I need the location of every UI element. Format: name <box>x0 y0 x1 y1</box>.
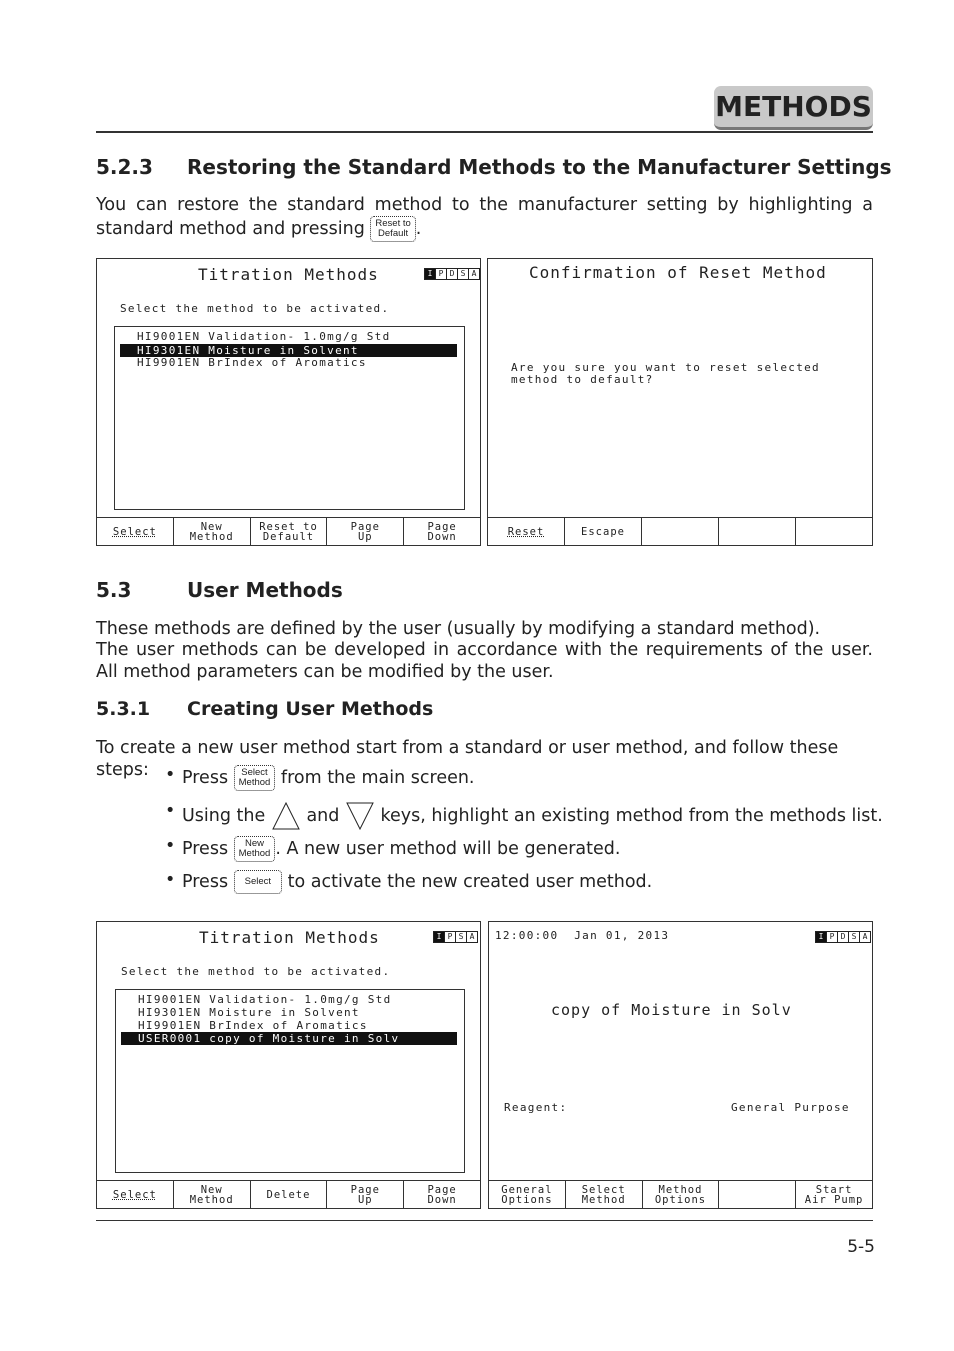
list-item[interactable]: HI9301EN Moisture in Solvent <box>138 1006 360 1019</box>
fkey-select[interactable]: Select <box>97 518 174 545</box>
confirm-message: method to default? <box>511 373 654 386</box>
fkey-page-up[interactable]: Page Up <box>327 1181 404 1208</box>
fkey-start-air-pump[interactable]: Start Air Pump <box>804 1183 864 1206</box>
list-item[interactable]: HI9901EN BrIndex of Aromatics <box>137 356 367 369</box>
list-item[interactable]: HI9001EN Validation- 1.0mg/g Std <box>138 993 392 1006</box>
screen-title: Titration Methods <box>199 928 380 947</box>
fkey-empty[interactable] <box>642 518 719 545</box>
footer-rule <box>96 1220 873 1221</box>
fkey-delete[interactable]: Delete <box>251 1181 328 1208</box>
fkey-new-method[interactable]: New Method <box>174 1181 251 1208</box>
function-key-bar <box>488 517 872 545</box>
fkey-page-down[interactable]: Page Down <box>427 1183 457 1206</box>
fkey-empty[interactable] <box>719 1181 796 1208</box>
list-item[interactable]: HI9001EN Validation- 1.0mg/g Std <box>137 330 391 343</box>
paragraph-restore: You can restore the standard method to the manufacturer setting by highlighting a standard method and pressing Reset to Default . <box>96 194 873 242</box>
fkey-escape[interactable]: Escape <box>565 518 642 545</box>
list-item[interactable]: HI9901EN BrIndex of Aromatics <box>138 1019 368 1032</box>
lcd-confirmation <box>487 258 873 546</box>
up-arrow-key-icon <box>271 801 301 831</box>
confirm-message: Are you sure you want to reset selected <box>511 361 820 374</box>
list-item-selected[interactable]: HI9301EN Moisture in Solvent <box>120 344 457 357</box>
status-badge: I P S A <box>434 931 478 943</box>
reagent-value: General Purpose <box>731 1101 850 1114</box>
fkey-select-method[interactable]: Select Method <box>566 1181 643 1208</box>
heading-5-3-1: 5.3.1 Creating User Methods <box>96 698 434 720</box>
fkey-empty[interactable] <box>796 518 872 545</box>
heading-5-3: 5.3 User Methods <box>96 578 343 602</box>
datetime: 12:00:00 Jan 01, 2013 <box>495 929 670 942</box>
fkey-reset[interactable]: Reset <box>488 518 565 545</box>
section-tab: METHODS <box>714 86 873 130</box>
paragraph-user-methods-1: These methods are defined by the user (usually by modifying a standard method). <box>96 619 821 639</box>
paragraph-create-intro: To create a new user method start from a standard or user method, and follow these steps: <box>96 738 839 780</box>
function-key-bar <box>489 1180 872 1208</box>
lcd-titration-methods-1 <box>96 258 481 546</box>
select-key: Select <box>234 870 282 894</box>
function-key-bar <box>97 517 480 545</box>
lcd-main-screen <box>488 921 873 1209</box>
list-item: • Press New Method . A new user method will be generated. <box>165 836 603 862</box>
reset-to-default-key: Reset to Default <box>370 216 415 242</box>
new-method-key: New Method <box>234 836 276 862</box>
page-number: 5-5 <box>847 1237 875 1257</box>
fkey-select[interactable]: Select <box>97 1181 174 1208</box>
function-key-bar <box>97 1180 480 1208</box>
method-list[interactable] <box>115 989 465 1173</box>
paragraph-user-methods-2: The user methods can be developed in accordance with the requirements of the user. All method parameters can be modified by the user. <box>96 640 873 682</box>
fkey-page-down[interactable]: Page Down <box>427 520 457 543</box>
list-item-selected[interactable]: USER0001 copy of Moisture in Solv <box>121 1032 457 1045</box>
method-list[interactable] <box>114 326 465 510</box>
fkey-general-options[interactable]: General Options <box>489 1181 566 1208</box>
status-badge: I P D S A <box>425 268 480 280</box>
fkey-page-up[interactable]: Page Up <box>327 518 404 545</box>
screen-prompt: Select the method to be activated. <box>120 302 390 315</box>
fkey-reset-to-default[interactable]: Reset to Default <box>251 518 328 545</box>
list-item: • Press Select Method from the main screen. <box>165 765 458 791</box>
status-badge: I P D S A <box>816 931 871 943</box>
method-name: copy of Moisture in Solv <box>551 1001 792 1019</box>
fkey-new-method[interactable]: New Method <box>174 518 251 545</box>
reagent-label: Reagent: <box>504 1101 568 1114</box>
fkey-empty[interactable] <box>719 518 796 545</box>
header-rule <box>96 131 873 133</box>
screen-prompt: Select the method to be activated. <box>121 965 391 978</box>
lcd-titration-methods-2 <box>96 921 481 1209</box>
down-arrow-key-icon <box>345 801 375 831</box>
list-item: • Press Select to activate the new created user method. <box>165 870 635 894</box>
fkey-method-options[interactable]: Method Options <box>643 1181 720 1208</box>
select-method-key: Select Method <box>234 765 276 791</box>
heading-5-2-3: 5.2.3 Restoring the Standard Methods to the Manufacturer Settings <box>96 155 892 179</box>
list-item: • Using the and keys, highlight an existing method from the methods list. <box>165 801 866 831</box>
screen-title: Confirmation of Reset Method <box>529 263 827 282</box>
screen-title: Titration Methods <box>198 265 379 284</box>
